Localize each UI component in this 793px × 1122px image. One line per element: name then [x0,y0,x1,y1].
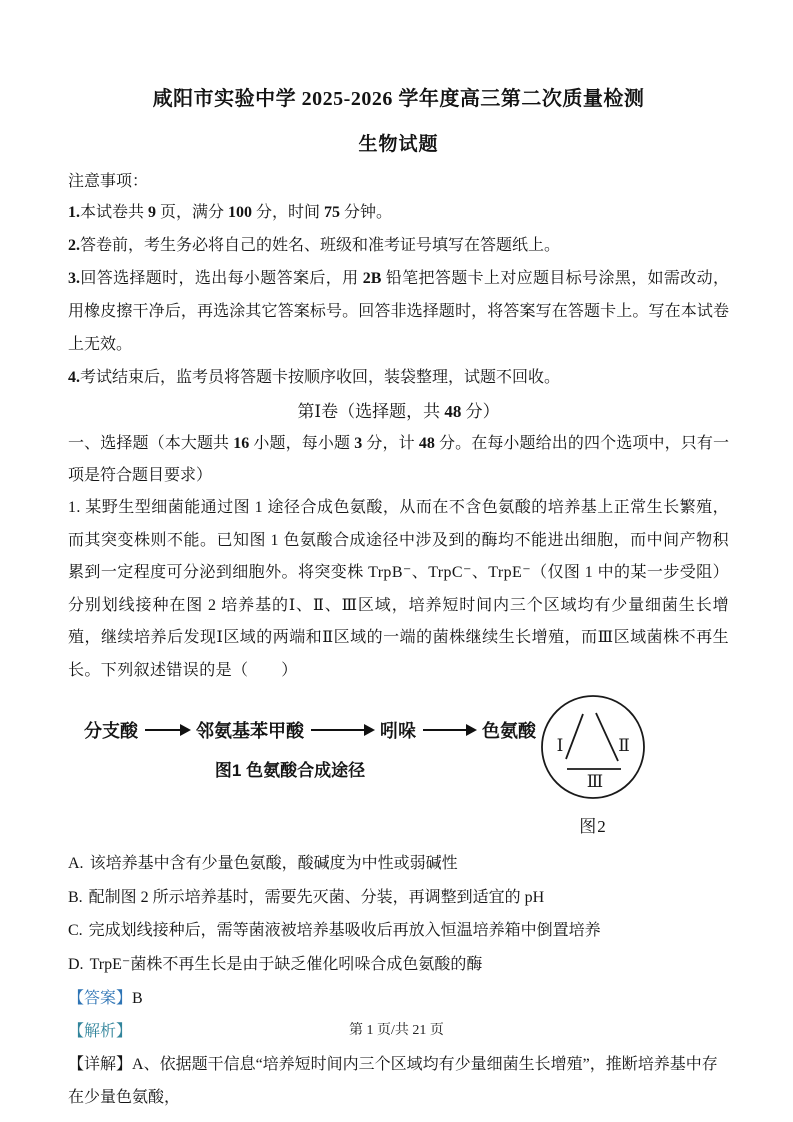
analysis-label: 【解析】 [68,1023,133,1040]
arrow-right-icon [311,729,373,731]
figure-2-caption: 图2 [579,817,607,836]
notice-item-3 [68,262,729,361]
text-segment: 分钟。 [340,204,393,221]
option-b-label: B. [68,888,83,906]
notice-item-4 [68,361,729,394]
page-subtitle: 生物试题 [358,134,439,155]
pathway-node-tryptophan: 色氨酸 [482,721,536,741]
text-segment: 考试结束后，监考员将答题卡按顺序收回，装袋整理，试题不回收。 [80,369,561,386]
section-heading [68,395,729,428]
text-segment: 分，计 [362,435,419,452]
text-segment: 48 [418,435,435,452]
pathway-node-indole: 吲哚 [380,721,416,741]
text-segment: 2. [68,237,80,254]
streak-line-1 [566,714,583,759]
arrow-right-icon [145,729,189,731]
question-1-stem: 1. 某野生型细菌能通过图 1 途径合成色氨酸，从而在不含色氨酸的培养基上正常生长繁殖，而其突变株则不能。已知图 1 色氨酸合成途径中涉及到的酶均不能进出细胞，而中间产物积累到一定程度可分泌到细胞外。将突变株 TrpB⁻、TrpC⁻、TrpE⁻（仅图 1 中的某一步受阻）分别划线接种在图 2 培养基的Ⅰ、Ⅱ、Ⅲ区域，培养短时间内三个区域均有少量细菌生长增殖，继续培养后发现Ⅰ区域的两端和Ⅱ区域的一端的菌株继续生长增殖，而Ⅲ区域菌株不再生长。下列叙述错误的是（ ） [68,499,729,679]
figure-1-caption: 图1 色氨酸合成途径 [214,761,366,780]
text-segment: 铅笔把答题卡上对应题目标号涂黑，如需改动，用橡皮擦干净后，再选涂其它答案标号。回答非选择题时，将答案写在答题卡上。写在本试卷上无效。 [68,270,729,353]
text-segment: 48 [444,402,462,421]
streak-line-2 [596,713,618,761]
figure-1-pathway [68,693,536,837]
text-segment: 回答选择题时，选出每小题答案后，用 [80,270,363,287]
region-label-1: Ⅰ [556,736,564,755]
notice-item-1 [68,196,729,229]
figure-2-plate [536,693,650,837]
text-segment: 1. [68,204,80,221]
text-segment: 100 [228,204,253,221]
text-segment: 3. [68,270,80,287]
option-c-label: C. [68,922,83,939]
text-segment: 一、选择题（本大题共 [68,435,234,452]
detail-text: A、依据题干信息“培养短时间内三个区域均有少量细菌生长增殖”，推断培养基中存在少量色氨酸， [68,1056,718,1106]
text-segment: 9 [148,204,157,221]
page-content [68,86,729,1114]
pathway-node-chorismate: 分支酸 [84,721,138,741]
text-segment: 答卷前，考生务必将自己的姓名、班级和准考证号填写在答题纸上。 [80,237,561,254]
pathway-diagram [84,717,536,743]
text-segment: 本试卷共 [80,204,149,221]
option-c [68,914,729,948]
option-b [68,881,729,915]
text-segment: 16 [233,435,250,452]
pathway-node-anthranilate: 邻氨基苯甲酸 [196,721,304,741]
answer-value: B [132,990,143,1007]
question-1-options [68,847,729,981]
petri-dish-diagram [537,693,649,803]
option-a [68,847,729,881]
detail-label: 【详解】 [68,1056,133,1073]
text-segment: 小题，每小题 [249,435,355,452]
text-segment: 第Ⅰ卷（选择题，共 [297,402,445,421]
text-segment: 分，时间 [252,204,325,221]
page-title: 咸阳市实验中学 2025-2026 学年度高三第二次质量检测 [152,88,645,110]
text-segment: 75 [324,204,341,221]
text-segment: 分） [461,402,500,421]
option-d-label: D. [68,955,84,973]
text-segment: 页，满分 [156,204,229,221]
arrow-right-icon [423,729,475,731]
option-d-text: TrpE⁻菌株不再生长是由于缺乏催化吲哚合成色氨酸的酶 [89,955,483,973]
option-a-label: A. [68,855,84,872]
region-label-3: Ⅲ [586,772,604,791]
answer-label: 【答案】 [68,990,133,1007]
text-segment: 分。在每小题给出的四个选项中，只有一项是符合题目要求） [68,435,729,484]
question-1-figures [68,693,729,837]
option-d [68,948,729,982]
text-segment: 4. [68,369,80,386]
section-intro [68,428,729,492]
notice-item-2 [68,229,729,262]
option-c-text: 完成划线接种后，需等菌液被培养基吸收后再放入恒温培养箱中倒置培养 [88,922,601,939]
text-segment: 3 [354,435,363,452]
answer-line [68,982,729,1015]
notice-heading: 注意事项： [68,173,149,190]
answer-block [68,982,729,1114]
detail-line [68,1048,729,1114]
option-a-text: 该培养基中含有少量色氨酸，酸碱度为中性或弱碱性 [89,855,458,872]
region-label-2: Ⅱ [618,736,630,755]
option-b-text: 配制图 2 所示培养基时，需要先灭菌、分装，再调整到适宜的 pH [88,888,545,906]
text-segment: 2B [362,270,382,287]
page-number-footer: 第 1 页/共 21 页 [349,1023,444,1038]
